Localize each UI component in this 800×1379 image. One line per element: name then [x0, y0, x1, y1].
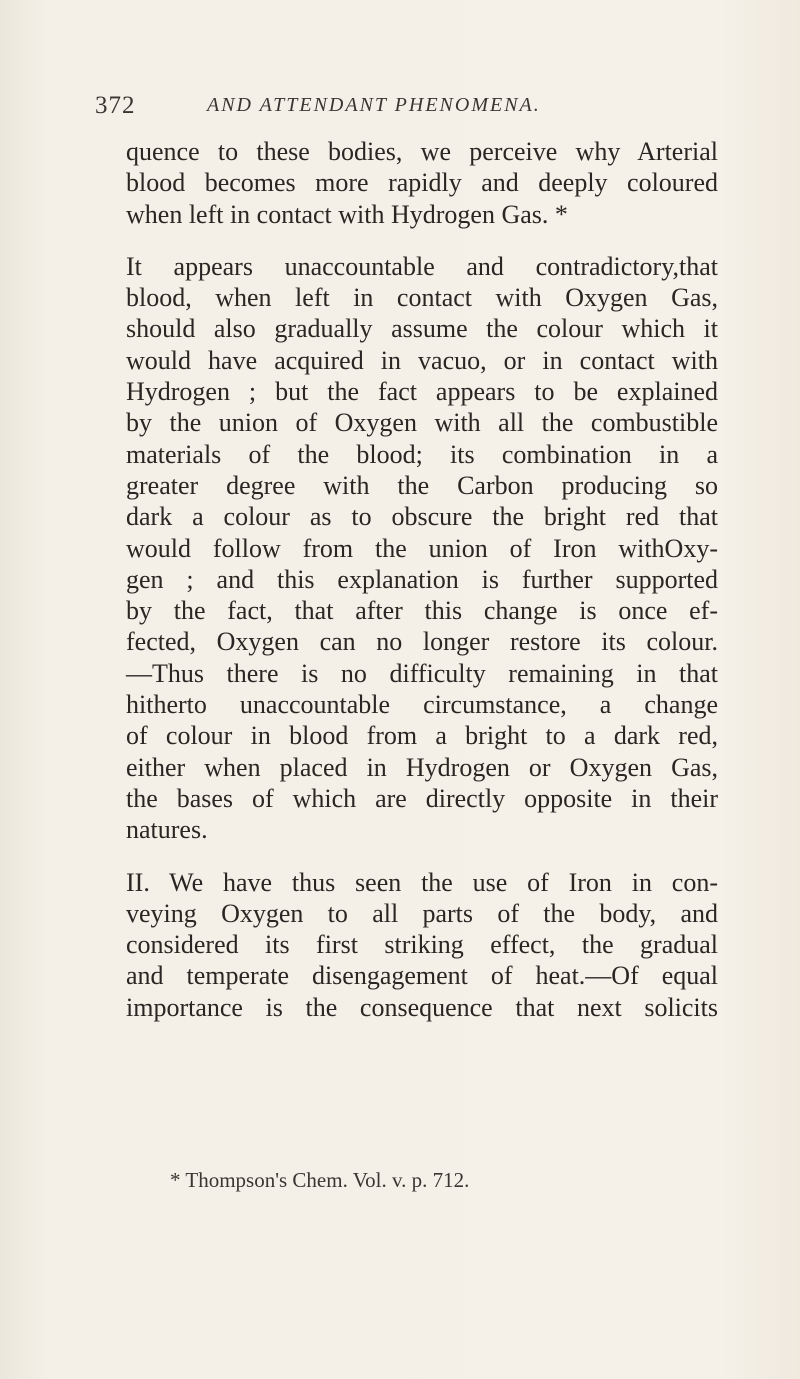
text-line: quence to these bodies, we perceive why Arterial [126, 137, 718, 166]
text-line: fected, Oxygen can no longer restore its colour. [126, 627, 718, 657]
text-line: greater degree with the Carbon producing so [126, 470, 718, 500]
text-line: natures. [126, 815, 208, 845]
text-line: importance is the consequence that next solicits [126, 992, 718, 1022]
text-line: veying Oxygen to all parts of the body, and [126, 898, 718, 928]
text-line: —Thus there is no difficulty remaining in that [126, 658, 718, 688]
text-line: Hydrogen ; but the fact appears to be explained [126, 377, 718, 407]
text-line: either when placed in Hydrogen or Oxygen Gas, [126, 752, 718, 782]
page-header [95, 92, 675, 122]
text-line: of colour in blood from a bright to a dark red, [126, 721, 718, 751]
text-line: would follow from the union of Iron withOxy- [126, 533, 718, 563]
paragraph-gap [126, 230, 718, 251]
text-line: the bases of which are directly opposite in their [126, 783, 718, 813]
paragraph-gap [126, 846, 718, 867]
text-line: materials of the blood; its combination in a [126, 439, 718, 469]
text-line: II. We have thus seen the use of Iron in con- [126, 867, 718, 897]
body-text [126, 136, 718, 1023]
text-line: should also gradually assume the colour which it [126, 314, 718, 344]
text-line: gen ; and this explanation is further supported [126, 564, 718, 594]
page-number: 372 [95, 92, 136, 119]
text-line: blood, when left in contact with Oxygen Gas, [126, 283, 718, 313]
text-line: hitherto unaccountable circumstance, a change [126, 690, 718, 720]
text-line: when left in contact with Hydrogen Gas. * [126, 199, 568, 229]
text-line: by the fact, that after this change is once ef- [126, 596, 718, 626]
text-line: It appears unaccountable and contradictory,that [126, 251, 718, 281]
running-head: AND ATTENDANT PHENOMENA. [207, 94, 541, 116]
footnote: * Thompson's Chem. Vol. v. p. 712. [170, 1168, 470, 1192]
text-line: considered its first striking effect, the gradual [126, 930, 718, 960]
text-line: and temperate disengagement of heat.—Of equal [126, 961, 718, 991]
text-line: dark a colour as to obscure the bright red that [126, 502, 718, 532]
text-line: by the union of Oxygen with all the combustible [126, 408, 718, 438]
text-line: would have acquired in vacuo, or in contact with [126, 345, 718, 375]
text-line: blood becomes more rapidly and deeply coloured [126, 168, 718, 198]
